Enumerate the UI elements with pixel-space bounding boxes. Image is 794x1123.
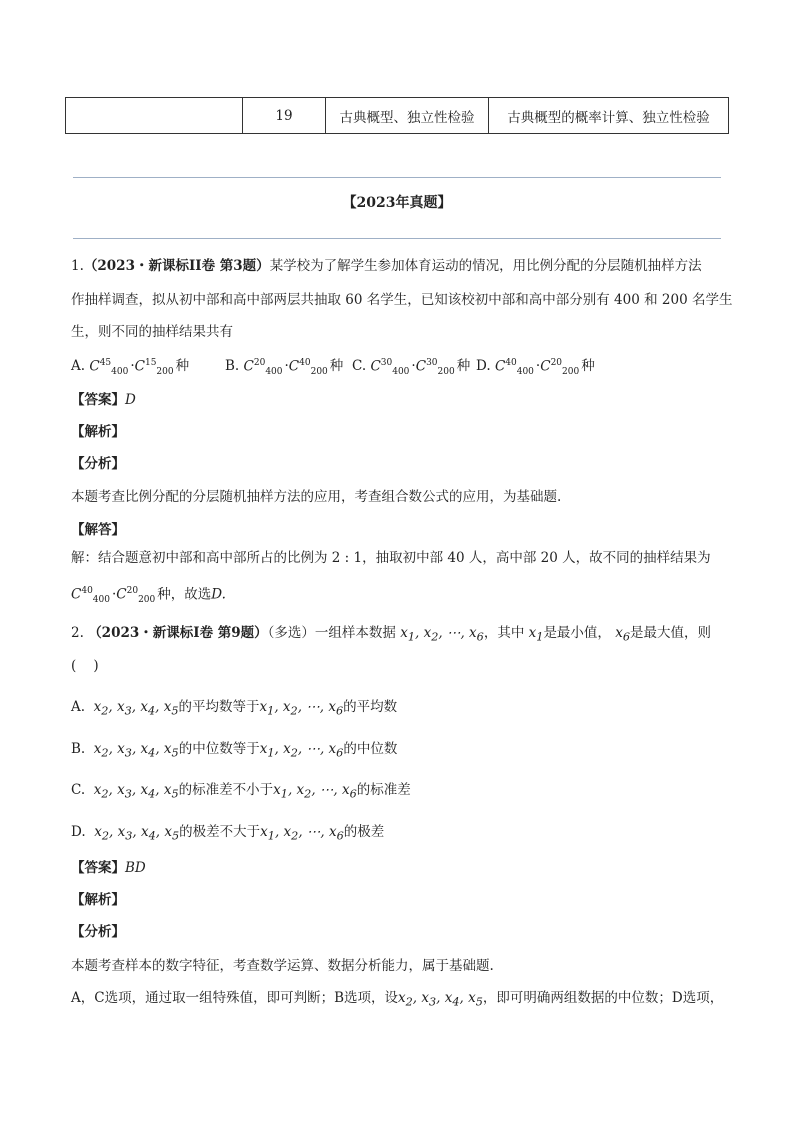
option-label: C.: [352, 358, 367, 374]
math-seq: $x_1$, $x_2$, ⋯, $x_6$: [259, 741, 344, 760]
q2-number: 2.: [71, 625, 84, 641]
table-cell: 19: [243, 98, 326, 134]
solution-text: A，C选项，通过取一组特殊值，即可判断；B选项，设: [71, 990, 398, 1006]
q2-option-c: [71, 780, 411, 805]
option-unit: 种: [329, 358, 344, 374]
q1-jieda-label: 【解答】: [71, 522, 125, 538]
option-text: 的中位数等于: [178, 741, 260, 757]
q1-source: （2023・新课标II卷 第3题）: [83, 258, 270, 274]
q1-jieda-text: 解：结合题意初中部和高中部所占的比例为 2 : 1，抽取初中部 40 人，高中部 20 人，故不同的抽样结果为: [71, 550, 711, 566]
q2-stem3: 是最小值，: [543, 625, 611, 641]
answer-label: 【答案】: [71, 860, 125, 876]
option-unit: 种: [456, 358, 471, 374]
q2-stem2: ，其中: [483, 625, 525, 641]
q2-option-d: [71, 822, 384, 847]
math-seq: $x_2$, $x_3$, $x_4$, $x_5$: [89, 824, 180, 843]
comb-expr: $C^{30}_{200}$: [415, 357, 455, 377]
section-title: 【2023年真题】: [342, 195, 452, 211]
q2-option-a: [71, 697, 397, 722]
option-unit: 种: [175, 358, 190, 374]
topic-table: [65, 97, 729, 134]
math-seq: $x_1$, $x_2$, ⋯, $x_6$: [259, 699, 344, 718]
q2-tag: （多选）: [267, 625, 315, 641]
comb-expr: $C^{40}_{400}$: [71, 586, 110, 606]
q1-answer: [71, 390, 136, 410]
comb-expr: $C^{20}_{400}$: [243, 357, 283, 377]
option-text: 的极差: [343, 824, 385, 840]
q1-fenxi-label: 【分析】: [71, 456, 125, 472]
option-text: 的平均数: [343, 699, 398, 715]
option-label: B.: [225, 358, 240, 374]
option-unit: 种: [581, 358, 595, 374]
math-seq: $x_2$, $x_3$, $x_4$, $x_5$: [89, 699, 179, 718]
q1-fenxi-text: 本题考查比例分配的分层随机抽样方法的应用，考查组合数公式的应用，为基础题.: [71, 489, 562, 505]
q2-solution-text: [71, 988, 723, 1013]
option-label: B.: [71, 741, 86, 757]
comb-expr: $C^{40}_{400}$: [494, 357, 534, 377]
table-cell: 古典概型的概率计算、独立性检验: [489, 98, 729, 134]
answer-value: D: [125, 392, 136, 408]
q2-answer: [71, 858, 146, 878]
option-text: 的平均数等于: [178, 699, 260, 715]
comb-expr: $C^{20}_{200}$: [540, 357, 580, 377]
q1-line1: [71, 256, 702, 276]
math-var: $x_6$: [615, 625, 631, 644]
option-label: A.: [71, 699, 86, 715]
option-label: D.: [71, 824, 86, 840]
q1-option-c: C. $C^{30}_{400} \cdot C^{30}_{200}$ 种: [352, 357, 471, 377]
option-text: 的标准差不小于: [178, 782, 274, 798]
option-text: 的中位数: [343, 741, 398, 757]
q1-option-a: A. $C^{45}_{400} \cdot C^{15}_{200}$ 种: [71, 357, 190, 377]
comb-expr: $C^{20}_{200}$: [116, 586, 156, 606]
math-seq: $x_1$, $x_2$, ⋯, $x_6$: [260, 824, 344, 843]
q1-stem-2: 作抽样调查，拟从初中部和高中部两层共抽取 60 名学生，已知该校初中部和高中部分别有 400 和 200 名学生: [71, 292, 733, 308]
table-cell: [66, 98, 243, 134]
q1-option-b: B. $C^{20}_{400} \cdot C^{40}_{200}$ 种: [225, 357, 344, 377]
math-seq: $x_1$, $x_2$, ⋯, $x_6$: [400, 625, 484, 644]
option-label: C.: [71, 782, 86, 798]
option-label: A.: [71, 358, 86, 374]
q1-line3: [71, 322, 233, 342]
divider-top: [73, 177, 721, 178]
q2-option-b: [71, 739, 397, 764]
comb-expr: $C^{45}_{400}$: [89, 357, 129, 377]
q2-stem4: 是最大值，则: [630, 625, 712, 641]
q1-stem-3: 生，则不同的抽样结果共有: [71, 324, 233, 340]
answer-label: 【答案】: [71, 392, 125, 408]
q2-fenxi-text: 本题考查样本的数字特征，考查数学运算、数据分析能力，属于基础题.: [71, 958, 494, 974]
q2-fenxi-label: 【分析】: [71, 924, 125, 940]
option-label: D.: [476, 358, 491, 374]
q1-analysis-label: 【解析】: [71, 424, 125, 440]
q2-paren: ( ): [71, 658, 99, 674]
math-seq: $x_1$, $x_2$, ⋯, $x_6$: [273, 782, 357, 801]
q2-source: （2023・新课标I卷 第9题）: [88, 625, 268, 641]
table-cell: 古典概型、独立性检验: [326, 98, 489, 134]
q2-stem: 一组样本数据: [314, 625, 396, 641]
q2-analysis-label: 【解析】: [71, 892, 125, 908]
q2-line1: [71, 623, 711, 648]
q1-stem-1: 某学校为了解学生参加体育运动的情况，用比例分配的分层随机抽样方法: [269, 258, 702, 274]
math-seq: $x_2$, $x_3$, $x_4$, $x_5$: [89, 782, 179, 801]
comb-expr: $C^{40}_{200}$: [288, 357, 328, 377]
jieda-answer: D.: [211, 586, 226, 603]
table-row: [66, 98, 729, 134]
comb-expr: $C^{30}_{400}$: [370, 357, 410, 377]
q1-jieda-result: $C^{40}_{400} \cdot C^{20}_{200}$ 种，故选D.: [71, 581, 226, 610]
solution-text: ，即可明确两组数据的中位数；D选项，: [482, 990, 724, 1006]
math-seq: $x_2$, $x_3$, $x_4$, $x_5$: [89, 741, 179, 760]
q1-option-d: D. $C^{40}_{400} \cdot C^{20}_{200}$ 种: [476, 357, 595, 377]
option-text: 的极差不大于: [179, 824, 261, 840]
jieda-unit: 种，故选: [157, 586, 212, 603]
divider-bottom: [73, 238, 721, 239]
q1-line2: [71, 290, 732, 310]
math-seq: $x_2$, $x_3$, $x_4$, $x_5$: [398, 990, 483, 1009]
math-var: $x_1$: [528, 625, 544, 644]
option-text: 的标准差: [356, 782, 411, 798]
q1-number: 1.: [71, 258, 84, 274]
answer-value: BD: [125, 860, 146, 876]
comb-expr: $C^{15}_{200}$: [134, 357, 174, 377]
